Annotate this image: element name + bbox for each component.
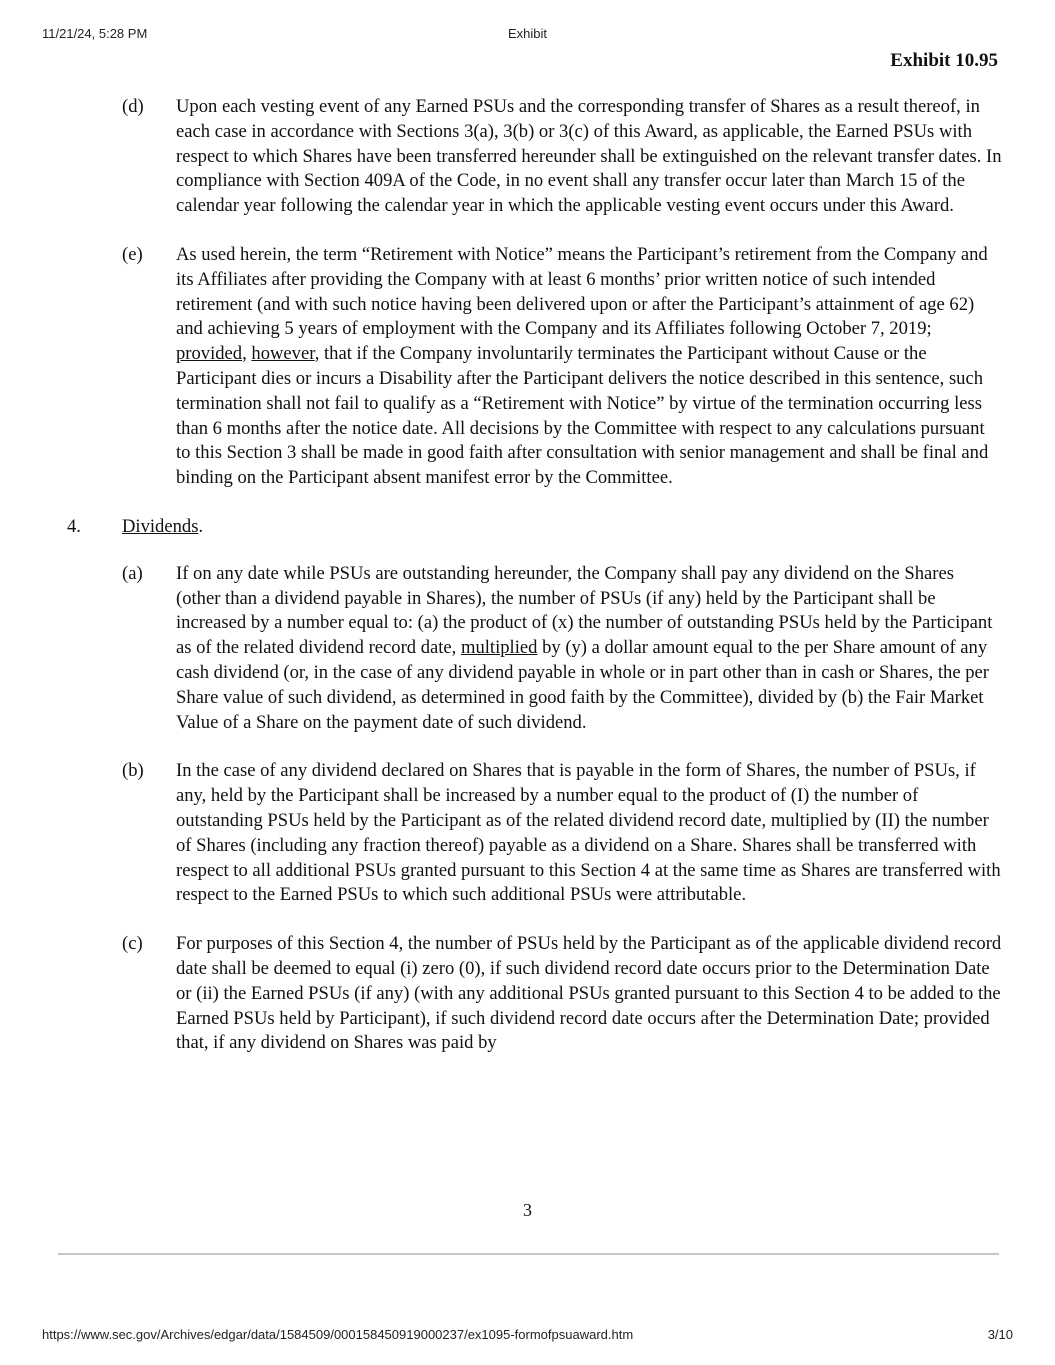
paragraph-4c [0, 932, 1055, 1056]
paragraph-marker: (d) [122, 96, 144, 117]
print-header [0, 26, 1055, 44]
underlined-term-provided: provided [176, 343, 243, 365]
print-timestamp: 11/21/24, 5:28 PM [42, 26, 148, 41]
paragraph-marker: (b) [122, 760, 144, 782]
print-footer [0, 1327, 1055, 1345]
text-run: , that if the Company involuntarily terminates the Participant without Cause or the Participant dies or incurs a Disability after the Participant delivers the notice described in this sentence, such termination shall not fail to qualify as a “Retirement with Notice” by virtue of the termination occurring less than 6 months after the notice date. All decisions by the Committee with respect to any calculations pursuant to this Section 3 shall be made in good faith after consultation with senior management and shall be final and binding on the Participant absent manifest error by the Committee. [176, 343, 989, 489]
page-number: 3 [523, 1200, 532, 1220]
section-title-text: Dividends [122, 515, 199, 537]
section-title [122, 515, 203, 540]
print-document-title: Exhibit [507, 26, 548, 41]
underlined-term-multiplied: multiplied [460, 637, 538, 659]
underlined-term-however: however [251, 343, 315, 365]
text-run: , [242, 343, 252, 365]
paragraph-text: Upon each vesting event of any Earned PSUs and the corresponding transfer of Shares as a result thereof, in each case in accordance with Sections 3(a), 3(b) or 3(c) of this Award, as applicable, the Earned PSUs with respect to which Shares have been transferred hereunder shall be extinguished on the relevant transfer dates. In compliance with Section 409A of the Code, in no event shall any transfer occur later than March 15 of the calendar year following the calendar year in which the applicable vesting event occurs under this Award. [176, 96, 1002, 217]
print-page-counter: 3/10 [987, 1327, 1013, 1342]
print-source-url: https://www.sec.gov/Archives/edgar/data/1584509/000158450919000237/ex1095-formofpsuaward.htm [42, 1327, 634, 1342]
paragraph-4a [0, 562, 1055, 736]
paragraph-marker: (a) [122, 562, 143, 584]
section-title-suffix: . [198, 515, 204, 537]
page-divider [58, 1253, 999, 1255]
section-4-heading [0, 515, 1055, 540]
text-run: by (y) a dollar amount equal to the per Share amount of any cash dividend (or, in the case of any dividend payable in whole or in part other than in cash or Shares, the per Share value of such dividend, as determined in good faith by the Committee), divided by (b) the Fair Market Value of a Share on the payment date of such dividend. [176, 637, 989, 733]
text-run: If on any date while PSUs are outstanding hereunder, the Company shall pay any dividend on the Shares (other than a dividend payable in Shares), the number of PSUs (if any) held by the Participant shall be increased by a number equal to: (a) the product of (x) the number of outstanding PSUs held by the Participant as of the related dividend record date, [176, 562, 993, 659]
paragraph-marker: (c) [122, 933, 143, 955]
section-number: 4. [67, 515, 81, 537]
paragraph-text: In the case of any dividend declared on Shares that is payable in the form of Shares, the number of PSUs, if any, held by the Participant shall be increased by a number equal to the product of (I) the number of outstanding PSUs held by the Participant as of the related dividend record date, multiplied by (II) the number of Shares (including any fraction thereof) payable as a dividend on a Share. Shares shall be transferred with respect to all additional PSUs granted pursuant to this Section 4 at the same time as Shares are transferred with respect to the Earned PSUs to which such additional PSUs were attributable. [176, 760, 1001, 906]
paragraph-4b [0, 759, 1055, 908]
paragraph-e [0, 243, 1055, 491]
paragraph-text [176, 243, 1002, 491]
text-run: As used herein, the term “Retirement with Notice” means the Participant’s retirement from the Company and its Affiliates after providing the Company with at least 6 months’ prior written notice of such intended retirement (and with such notice having been delivered upon or after the Participant’s attainment of age 62) and achieving 5 years of employment with the Company and its Affiliates following October 7, 2019; [176, 243, 988, 340]
paragraph-text: For purposes of this Section 4, the number of PSUs held by the Participant as of the applicable dividend record date shall be deemed to equal (i) zero (0), if such dividend record date occurs prior to the Determination Date or (ii) the Earned PSUs (if any) (with any additional PSUs granted pursuant to this Section 4 to be added to the Earned PSUs held by Participant), if such dividend record date occurs after the Determination Date; provided that, if any dividend on Shares was paid by [176, 933, 1002, 1054]
document-body [0, 95, 1055, 1080]
paragraph-text [176, 562, 1002, 736]
paragraph-d [0, 95, 1055, 219]
paragraph-marker: (e) [122, 243, 143, 265]
exhibit-label: Exhibit 10.95 [890, 50, 998, 71]
